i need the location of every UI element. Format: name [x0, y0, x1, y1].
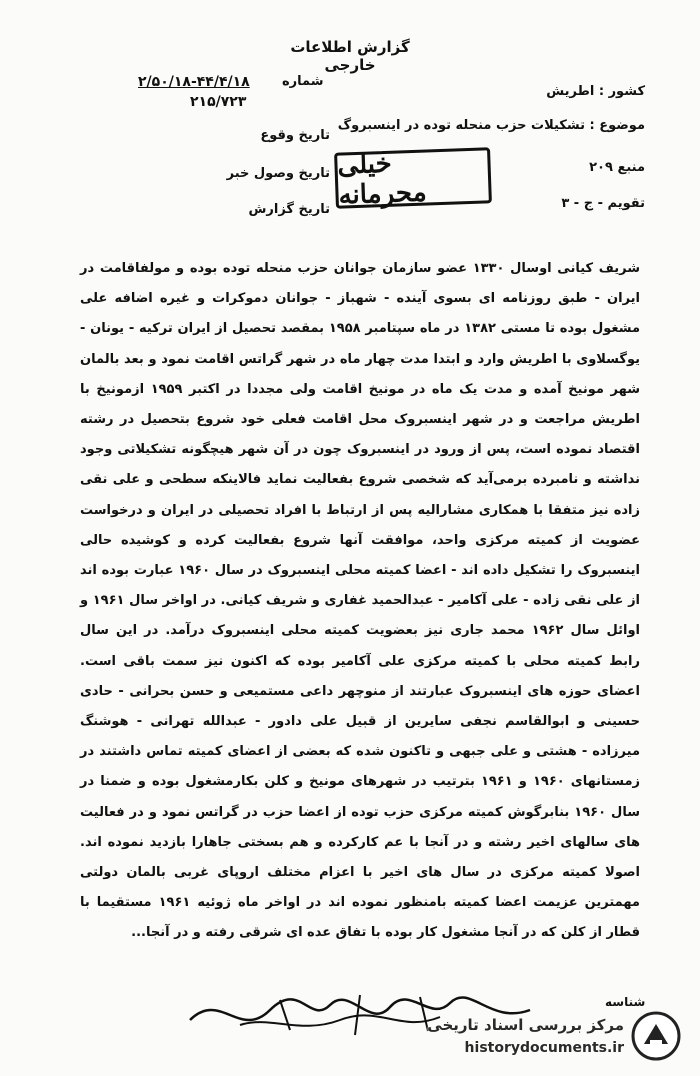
receipt-date-label: تاریخ وصول خبر: [226, 166, 330, 181]
reference-label: شماره: [282, 74, 324, 89]
reference-number: ۲/۵۰/۱۸-۴۴/۴/۱۸: [138, 74, 250, 90]
document-title: گزارش اطلاعات خارجی: [290, 38, 410, 74]
signature-prefix: شناسه: [605, 995, 646, 1009]
archive-seal-icon: [630, 1010, 682, 1062]
handwritten-signature: [180, 985, 540, 1045]
country-field: کشور : اطریش: [546, 84, 645, 99]
report-paragraph: شریف کیانی اوسال ۱۳۳۰ عضو سازمان جوانان حزب منحله توده بوده و مولفاقامت در ایران - طبق روزنامه ای بسوی آینده - شهباز - جوانان دموکرات و غیره اضافه علی مشغول بوده تا مستی ۱۳۸۲ در ماه سپتامبر ۱۹۵۸ بمقصد تحصیل از ایران ترکیه - یونان - یوگسلاوی با اطریش وارد و ابتدا مدت چهار ماه در شهر گراتس اقامت نمود و بعد بالمان شهر مونیخ آمده و مدت یک ماه در مونیخ اقامت ولی مجددا در اکتبر ۱۹۵۹ ازمونیخ با اطریش مراجعت و در شهر اینسبروک محل اقامت فعلی خود شروع بتحصیل در رشته اقتصاد نموده است، پس از ورود در اینسبروک چون در آن شهر هیچگونه تشکیلاتی وجود نداشته و نامبرده برمی‌آید که شخصی شروع بفعالیت نماید فالاینکه سطحی و علی نقی زاده نیز متفقا با همکاری مشارالیه پس از ارتباط با افراد تحصیلی در ایران و درخواست عضویت از کمیته مرکزی واحد، موافقت آنها شروع بفعالیت کرده و کوشیده حالی اینسبروک را تشکیل داده اند - اعضا کمیته محلی اینسبروک در سال ۱۹۶۰ عبارت بوده اند از علی نقی زاده - علی آکامیر - عبدالحمید غفاری و شریف کیانی. در اواخر سال ۱۹۶۱ و اوائل سال ۱۹۶۲ محمد جاری نیز بعضویت کمیته محلی اینسبروک درآمد. در این سال رابط کمیته محلی با کمیته مرکزی علی آکامیر بوده که اکنون نیز سمت باقی است. اعضای حوزه های اینسبروک عبارتند از منوچهر داعی مستمیعی و حسن بحرانی - حادی حسینی و ابوالقاسم نجفی سایرین از قبیل علی دادور - عبدالله تهرانی - هوشنگ میرزاده - هشتی و علی جبهی و تاکنون شده که بعضی از اعضای کمیته تماس داشتند در زمستانهای ۱۹۶۰ و ۱۹۶۱ بترتیب در شهرهای مونیخ و کلن بکارمشغول بوده و ضمنا در سال ۱۹۶۰ بنابرگوش کمیته مرکزی حزب توده از اعضا حزب در گراتس نمود و در فعالیت های سالهای اخیر رشته و در آنجا با عم کارکرده و هم بسختی جاهارا بازدید نموده اند. اصولا کمیته مرکزی در سال های اخیر با اعزام مختلف اروپای غربی بالمان دولتی مهمترین عزیمت اعضا کمیته بامنظور نموده اند در اواخر ماه ژوئیه ۱۹۶۱ مستقیما با قطار از کلن که در آنجا مشغول کار بوده با تفاق عده ای شرقی رفته و در آنجا...: [80, 261, 641, 941]
classification-stamp: خیلی محرمانه: [334, 147, 492, 208]
subject-field: موضوع : تشکیلات حزب منحله توده در اینسبروگ: [337, 118, 645, 133]
event-date-label: تاریخ وقوع: [260, 128, 330, 143]
report-date-label: تاریخ گزارش: [248, 202, 330, 217]
reference-subnumber: ۲۱۵/۷۲۳: [190, 94, 247, 110]
rating-field: تقویم - ج - ۳: [561, 196, 645, 211]
source-field: منبع ۲۰۹: [589, 160, 645, 175]
watermark-title: مرکز بررسی اسناد تاریخی: [427, 1016, 624, 1034]
watermark-url: historydocuments.ir: [464, 1040, 624, 1056]
report-body: [80, 254, 640, 949]
